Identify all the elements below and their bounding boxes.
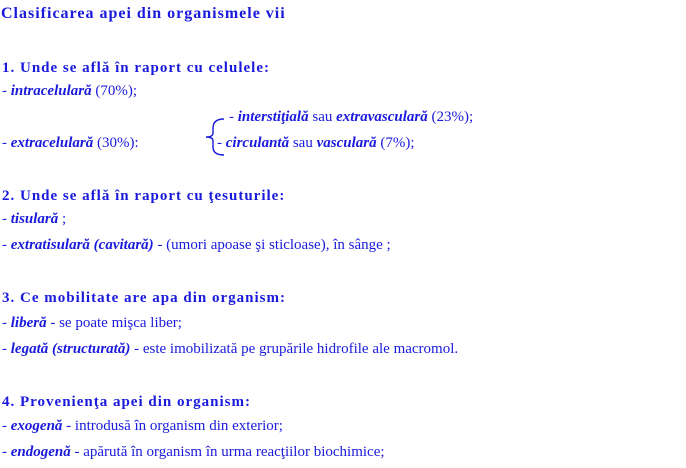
term-intracelulara: intracelulară xyxy=(10,83,92,99)
sub-item-circulanta xyxy=(217,133,415,153)
list-item-endogena xyxy=(2,442,385,462)
list-item-rest: - introdusă în organism din exterior; xyxy=(62,418,283,434)
term-extracelulara: extracelulară xyxy=(10,135,94,151)
list-item-legata xyxy=(2,339,458,359)
list-item-prefix: - xyxy=(229,109,238,125)
list-item-rest: (70%); xyxy=(91,83,138,99)
term-extravasculara: extravasculară xyxy=(336,109,428,125)
sub-item-interstitiala xyxy=(229,107,473,127)
list-item-prefix: - xyxy=(2,237,11,253)
list-item-rest: (7%); xyxy=(376,135,415,151)
term-libera: liberă xyxy=(10,315,47,331)
list-item-prefix: - xyxy=(2,83,11,99)
list-item-exogena xyxy=(2,416,283,436)
list-item-prefix: - xyxy=(2,341,11,357)
term-extratisulara: extratisulară (cavitară) xyxy=(10,237,154,253)
term-exogena: exogenă xyxy=(10,418,63,434)
list-item-rest: ; xyxy=(58,211,67,227)
list-item-rest: (23%); xyxy=(427,109,474,125)
term-legata: legată (structurată) xyxy=(10,341,131,357)
list-item-prefix: - xyxy=(2,444,11,460)
term-vasculara: vasculară xyxy=(316,135,377,151)
section-2-heading: 2. Unde se află în raport cu ţesuturile: xyxy=(2,188,286,204)
list-item-intracelulara xyxy=(2,81,137,101)
list-item-prefix: - xyxy=(2,418,11,434)
document-title: Clasificarea apei din organismele vii xyxy=(1,5,286,22)
list-item-rest: - este imobilizată pe grupările hidrofile ale macromol. xyxy=(130,341,459,357)
term-endogena: endogenă xyxy=(10,444,71,460)
term-circulanta: circulantă xyxy=(225,135,290,151)
section-4-heading: 4. Provenienţa apei din organism: xyxy=(2,394,251,410)
list-item-rest: (30%): xyxy=(93,135,139,151)
list-item-extratisulara xyxy=(2,235,391,255)
list-item-prefix: - xyxy=(2,135,11,151)
term-tisulara: tisulară xyxy=(10,211,59,227)
sub-item-mid: sau xyxy=(289,135,317,151)
term-interstitiala: interstiţială xyxy=(237,109,309,125)
list-item-prefix: - xyxy=(217,135,226,151)
list-item-tisulara xyxy=(2,209,66,229)
list-item-rest: - se poate mişca liber; xyxy=(46,315,182,331)
list-item-prefix: - xyxy=(2,315,11,331)
list-item-libera xyxy=(2,313,182,333)
list-item-rest: - apărută în organism în urma reacţiilor biochimice; xyxy=(70,444,385,460)
sub-item-mid: sau xyxy=(308,109,337,125)
list-item-rest: - (umori apoase şi sticloase), în sânge ; xyxy=(153,237,391,253)
section-3-heading: 3. Ce mobilitate are apa din organism: xyxy=(2,290,286,306)
list-item-extracelulara xyxy=(2,133,139,153)
list-item-prefix: - xyxy=(2,211,11,227)
section-1-heading: 1. Unde se află în raport cu celulele: xyxy=(2,60,270,76)
